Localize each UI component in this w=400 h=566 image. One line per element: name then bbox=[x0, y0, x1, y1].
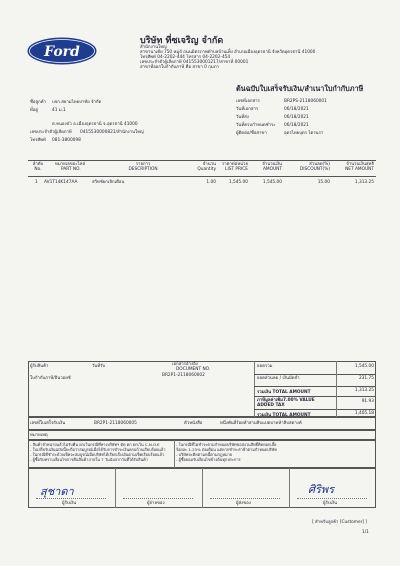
discount-label: ยอดส่วนลด / เงินมัดจำ bbox=[257, 376, 300, 381]
remark-row bbox=[28, 430, 376, 440]
copy-type-label: [ สำหรับลูกค้า [Customer] ] bbox=[312, 520, 368, 525]
col-net-header: จำนวนเงินสุทธิ NET AMOUNT bbox=[345, 162, 374, 172]
row-desc: สวิทช์ยกเลิกเตือน bbox=[92, 180, 125, 185]
customer-info bbox=[30, 100, 220, 146]
contact-label: ผู้ติดต่อ/ชื่อสาขา bbox=[236, 131, 267, 136]
grand-total-value: 1,405.18 bbox=[354, 411, 374, 416]
signature-label-1: ผู้รับเงิน bbox=[62, 501, 77, 506]
receipt-no-label: เลขที่ใบเสร็จรับเงิน bbox=[30, 421, 66, 426]
signature-mark-2: ศิริพร bbox=[308, 483, 335, 496]
delivery-date: 06/18/2021 bbox=[284, 115, 309, 120]
row-no: 1 bbox=[35, 180, 38, 185]
due-date: 06/18/2021 bbox=[284, 123, 309, 128]
doc-no-label: เลขที่เอกสาร bbox=[236, 99, 260, 104]
document-info bbox=[236, 99, 376, 139]
doc-ref-label: เอกสารอ้างอิง bbox=[172, 362, 198, 367]
col-no-header: ลำดับ No. bbox=[32, 162, 44, 172]
customer-address-1: 41 ม.1 bbox=[52, 108, 66, 113]
discount-value: 231.75 bbox=[358, 376, 374, 381]
company-name: บริษัท ที่ซเจริญ จำกัด bbox=[140, 36, 224, 46]
received-by-label: ผู้รับสินค้า bbox=[30, 364, 49, 369]
customer-taxid-label: เลขประจำตัวผู้เสียภาษี bbox=[30, 130, 72, 135]
customer-address-label: ที่อยู่ bbox=[30, 108, 38, 113]
doc-ref-en: DOCUMENT NO. bbox=[176, 367, 211, 372]
subtotal-value: 1,313.25 bbox=[354, 388, 374, 393]
col-desc-header: รายการ DESCRIPTION bbox=[128, 162, 158, 172]
address-line: สาขาที่ออกใบกำกับภาษี คือ สาขา 0 กุมภา bbox=[140, 65, 219, 70]
vat-value: 91.93 bbox=[361, 399, 374, 404]
address-line: สาขานาเคีย 750 หมู่4 ถนนมิตรภาพตำบลบ้านเพ็ง อำเภอเมืองอุดรธานี จังหวัดอุดรธานี 41000 bbox=[140, 50, 316, 55]
total-label: ยอดรวม bbox=[257, 364, 273, 369]
row-qty: 1.00 bbox=[206, 180, 216, 185]
row-price: 1,545.00 bbox=[228, 180, 248, 185]
notes-right: - ในกรณีที่ไม่ชำระตามกำหนดบริษัทขอสงวนสิทธิ์คิดดอกเบี้ย ร้อยละ 1.25% ต่อเดือน แต่หากชำระล่าช้าตามกำหนดบริษัท - บริษัทจะติดตามหนี้ตามกฎหมาย - ผู้ซื้อยอมรับเงื่อนไขข้างต้นทุกประการ bbox=[176, 442, 277, 462]
col-qty-header: จำนวน Quantity bbox=[197, 162, 216, 172]
delivery-note-label: ใบกำกับภาษี/อินวอยซ์ bbox=[30, 376, 71, 381]
svg-text:Ford: Ford bbox=[44, 44, 80, 60]
grand-total-label: รวมเงิน TOTAL AMOUNT bbox=[257, 413, 311, 418]
company-address bbox=[140, 45, 315, 70]
delivery-date-label: วันที่ส่ง bbox=[236, 115, 249, 120]
ford-logo-icon bbox=[27, 37, 97, 65]
row-discount: 15.00 bbox=[317, 180, 330, 185]
received-date-label: วันที่รับ bbox=[92, 364, 106, 369]
contact: อุดรไทยบุตร ไตรนรา bbox=[284, 131, 324, 136]
col-amount-header: จำนวนเงิน AMOUNT bbox=[262, 162, 282, 172]
customer-name: บจก.สยามไทยปาทัย จำกัด bbox=[52, 100, 102, 105]
row-part: AV1T14K147AA bbox=[44, 180, 78, 185]
customer-phone: 081-3800098 bbox=[52, 138, 81, 143]
customer-address-2: ต.หนองบัว อ.เมืองอุดรธานี จ.อุดรธานี 41000 bbox=[52, 122, 138, 127]
customer-taxid: 0415530000821/สำนักงานใหญ่ bbox=[80, 130, 144, 135]
doc-date: 06/18/2021 bbox=[284, 107, 309, 112]
vat-label: ภาษีมูลค่าเพิ่ม7.00% VALUE ADDED TAX bbox=[257, 398, 315, 408]
subtotal-label: รวมเงิน TOTAL AMOUNT bbox=[257, 390, 311, 395]
doc-no: BR2PS-2118060001 bbox=[284, 99, 327, 104]
row-net: 1,313.25 bbox=[354, 180, 374, 185]
amount-text: หนึ่งพันสี่ร้อยห้าสามสิบแปดบาทห้าสิบสตางค์ bbox=[220, 421, 302, 426]
notes-left: - สินค้าจำหน่ายแล้วไม่รับคืน ยกเว้นกรณีที่ทางบริษัทฯ ตัด ตก ยกเว้น C.N.O.E - ใบเสร็จรับเงินฉบับนี้จะถือว่าสมบูรณ์เมื่อได้รับการชำระเงินครบถ้วนเรียบร้อยแล้ว - ในกรณีที่ชำระด้วยเช็คจะสมบูรณ์เมื่อบริษัทได้เรียกเก็บเงินตามเช็คเรียบร้อยแล้ว - ผู้ซื้อรับทราบเงื่อนไขการคืนสินค้าภายใน 7 วันนับจากวันที่ได้รับสินค้า bbox=[30, 442, 166, 462]
col-part-header: หมายเลขอะไหล่ PART NO. bbox=[55, 162, 86, 172]
doc-date-label: วันที่เอกสาร bbox=[236, 107, 259, 112]
amount-text-label: ตัวหนังสือ bbox=[184, 421, 203, 426]
customer-name-label: ชื่อลูกค้า bbox=[30, 100, 47, 105]
address-line: เลขประจำตัวผู้เสียภาษี 0415530001217/สาขาที่ 00001 bbox=[140, 60, 249, 65]
signature-label-2: ผู้จ่ายของ bbox=[147, 501, 165, 506]
page-number: 1/1 bbox=[362, 530, 369, 535]
signature-label-3: ผู้ส่งของ bbox=[236, 501, 251, 506]
row-amount: 1,545.00 bbox=[262, 180, 282, 185]
customer-phone-label: โทรศัพท์ bbox=[30, 138, 46, 143]
due-date-label: วันที่ครบกำหนดชำระ bbox=[236, 123, 276, 128]
address-line: โทรศัพท์ 04-2202-444 โทรสาร 04-2202-454 bbox=[140, 55, 231, 60]
doc-ref-value: BR2P1-2118060002 bbox=[162, 373, 205, 378]
signature-label-4: ผู้รับเงิน bbox=[323, 501, 338, 506]
remark-label: หมายเหตุ bbox=[30, 433, 48, 438]
address-line: สำนักงานใหญ่ bbox=[140, 45, 167, 50]
document-title: ต้นฉบับใบเสร็จรับเงิน/สำเนาใบกำกับภาษี bbox=[236, 84, 364, 93]
col-price-header: ราคาต่อหน่วย LIST PRICE bbox=[221, 162, 248, 172]
signature-mark-1: สุชาดา bbox=[40, 485, 74, 498]
total-value: 1,545.00 bbox=[354, 364, 374, 369]
col-discount-header: ส่วนลด(%) DISCOUNT(%) bbox=[299, 162, 330, 172]
receipt-no: BR2P1-2118060005 bbox=[94, 421, 137, 426]
